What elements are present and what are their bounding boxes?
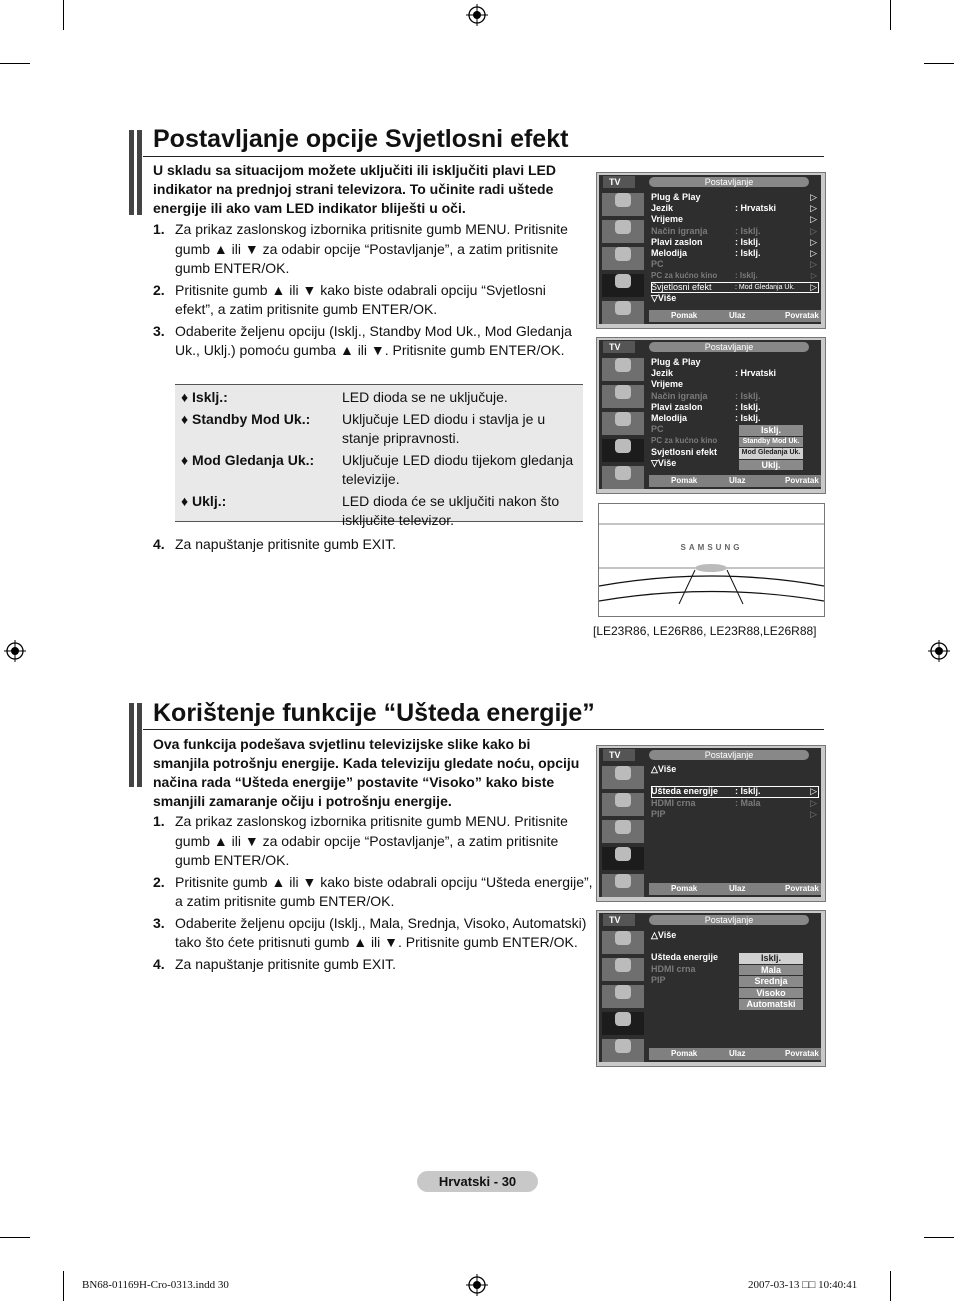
step-item: 3. Odaberite željenu opciju (Isklj., Standby Mod Uk., Mod Gledanja Uk., Uklj.) pomoću gumba ▲ ili ▼. Pritisnite gumb ENTER/OK. (153, 322, 572, 358)
tv-front-illustration (598, 503, 825, 617)
footer-date: 2007-03-13 □□ 10:40:41 (748, 1279, 858, 1291)
tv-label: TV (603, 176, 635, 188)
step-item: 1. Za prikaz zaslonskog izbornika pritisnite gumb MENU. Pritisnite gumb ▲ ili ▼ za odabir opcije “Postavljanje”, a zatim pritisnite gumb ENTER/OK. (153, 221, 568, 276)
step-item: 3. Odaberite željenu opciju (Isklj., Mala, Srednja, Visoko, Automatski) tako što ćete pritisnuti gumb ▲ ili ▼. Pritisnite gumb ENTER/OK. (153, 914, 587, 950)
led-option-row: ♦ Uklj.: LED dioda će se uključiti nakon što isključite televizor. (181, 493, 560, 528)
registration-mark-icon (928, 640, 950, 662)
osd-menu-screenshot: TV Postavljanje △Više Ušteda energije : Isklj. ▷ HDMI crna : Mala ▷ PIP ▷ Pomak Ulaz Povratak (596, 745, 826, 902)
osd-menu-screenshot: TV Postavljanje Plug & Play Jezik : Hrvatski Vrijeme Način igranja : Isklj. Plavi zaslon : Isklj. Melodija : Isklj. PC PC za kućno kino Svjetlosni efekt ▽Više Isklj. Standby Mod Uk. Mod Gledanja Uk. Uklj. Pomak Ulaz Povratak (596, 337, 826, 494)
led-option-row: ♦ Mod Gledanja Uk.: Uključuje LED diodu tijekom gledanja televizije. (181, 452, 574, 487)
section-intro: U skladu sa situacijom možete uključiti ili isključiti plavi LED indikator na prednjoj strani televizora. To učinite radi uštede energije ili ako vam LED indikator bliješti u oči. (153, 162, 557, 216)
tv-drawing (599, 504, 824, 616)
menu-footer: Pomak Ulaz Povratak (649, 310, 821, 322)
section-marker (129, 130, 142, 215)
page-number-badge: Hrvatski - 30 (417, 1171, 538, 1192)
osd-menu-screenshot: TV Postavljanje △Više Ušteda energije HDMI crna PIP Isklj. Mala Srednja Visoko Automatski Pomak Ulaz Povratak (596, 910, 826, 1067)
led-option-row: ♦ Isklj.: LED dioda se ne uključuje. (181, 389, 508, 405)
osd-menu-screenshot (596, 172, 826, 329)
brand-logo: SAMSUNG (680, 543, 743, 552)
section-title: Postavljanje opcije Svjetlosni efekt (153, 125, 569, 153)
steps-list (153, 535, 593, 557)
registration-mark-icon (4, 640, 26, 662)
led-dropdown[interactable]: Isklj. Standby Mod Uk. Mod Gledanja Uk. Uklj. (739, 425, 803, 471)
step-item: 2. Pritisnite gumb ▲ ili ▼ kako biste odabrali opciju “Svjetlosni efekt”, a zatim pritisnite gumb ENTER/OK. (153, 281, 546, 317)
step-item: 4. Za napuštanje pritisnite gumb EXIT. (153, 536, 397, 552)
menu-rows: Plug & Play ▷ Jezik : Hrvatski ▷ Vrijeme ▷ Način igranja : Isklj. ▷ Plavi zaslon : Isklj. ▷ Melodija : Isklj. ▷ PC ▷ PC za kućno kino : Isklj. ▷ Svjetlosni efekt : Mod Gledanja Uk. ▷ ▽Više (651, 192, 817, 303)
model-list: [LE23R86, LE26R86, LE23R88,LE26R88] (593, 624, 817, 638)
steps-list (153, 220, 583, 363)
registration-mark-icon (466, 1274, 488, 1296)
section-title: Korištenje funkcije “Ušteda energije” (153, 699, 595, 727)
registration-mark-icon (466, 4, 488, 26)
led-option-row: ♦ Standby Mod Uk.: Uključuje LED diodu i stavlja je u stanje pripravnosti. (181, 411, 546, 446)
menu-sidebar (602, 189, 644, 315)
section-intro: Ova funkcija podešava svjetlinu televizijske slike kako bi smanjila potrošnju energije. Kada televiziju gledate noću, opciju načina rada “Ušteda energije” postavite “Visoko” kako biste smanjili zamaranje očiju i potrošnju energije. (153, 736, 580, 809)
steps-list (153, 812, 593, 976)
energy-dropdown[interactable]: Isklj. Mala Srednja Visoko Automatski (739, 953, 803, 1011)
step-item: 2. Pritisnite gumb ▲ ili ▼ kako biste odabrali opciju “Ušteda energije”, a zatim pritisnite gumb ENTER/OK. (153, 873, 593, 909)
menu-header: Postavljanje (649, 177, 809, 187)
footer-filename: BN68-01169H-Cro-0313.indd 30 (82, 1279, 229, 1291)
led-options-table (175, 384, 583, 528)
step-item: 1. Za prikaz zaslonskog izbornika pritisnite gumb MENU. Pritisnite gumb ▲ ili ▼ za odabir opcije “Postavljanje”, a zatim pritisnite gumb ENTER/OK. (153, 813, 568, 868)
section-rule (143, 156, 824, 157)
step-item: 4. Za napuštanje pritisnite gumb EXIT. (153, 955, 397, 972)
section-marker (129, 703, 142, 787)
section-rule (143, 729, 824, 730)
